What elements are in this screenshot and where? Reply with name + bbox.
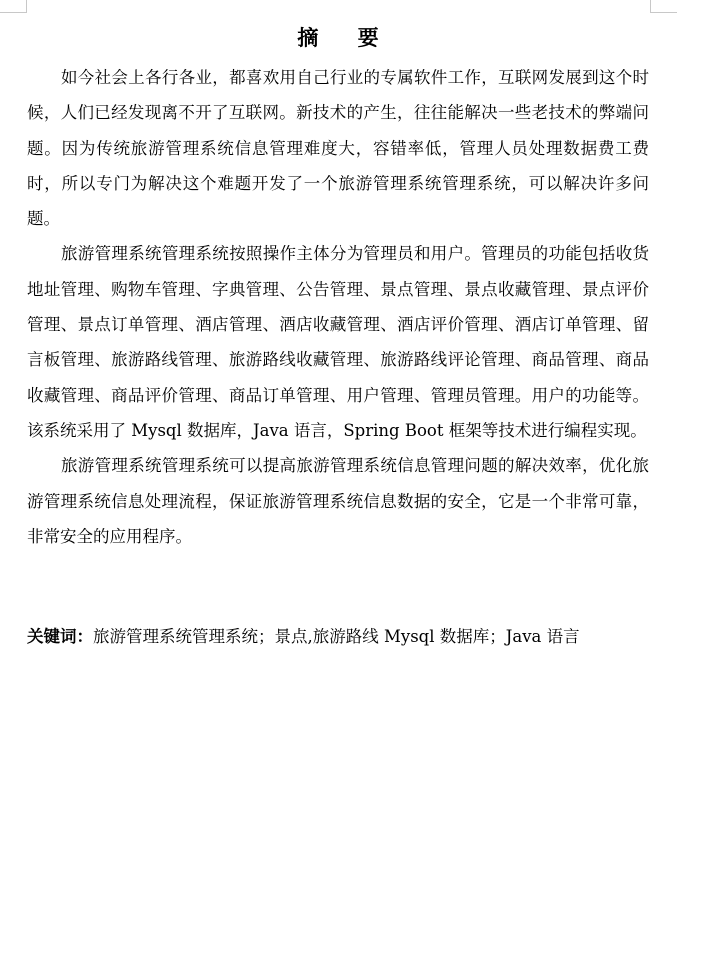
crop-mark-right bbox=[650, 0, 677, 13]
abstract-paragraph-2: 旅游管理系统管理系统按照操作主体分为管理员和用户。管理员的功能包括收货地址管理、购物车管理、字典管理、公告管理、景点管理、景点收藏管理、景点评价管理、景点订单管理、酒店管理、酒店收藏管理、酒店评价管理、酒店订单管理、留言板管理、旅游路线管理、旅游路线收藏管理、旅游路线评论管理、商品管理、商品收藏管理、商品评价管理、商品订单管理、用户管理、管理员管理。用户的功能等。该系统采用了 Mysql 数据库，Java 语言，Spring Boot 框架等技术进行编程实现。 bbox=[27, 244, 649, 440]
keywords-text: 旅游管理系统管理系统；景点,旅游路线 Mysql 数据库；Java 语言 bbox=[93, 627, 580, 646]
abstract-title: 摘 要 bbox=[297, 25, 395, 50]
abstract-page bbox=[27, 20, 649, 646]
keywords-label: 关键词： bbox=[27, 627, 93, 646]
abstract-paragraph-3: 旅游管理系统管理系统可以提高旅游管理系统信息管理问题的解决效率，优化旅游管理系统信息处理流程，保证旅游管理系统信息数据的安全，它是一个非常可靠，非常安全的应用程序。 bbox=[27, 456, 649, 546]
keywords-line bbox=[27, 623, 580, 651]
crop-mark-left bbox=[0, 0, 27, 13]
abstract-paragraph-1: 如今社会上各行各业，都喜欢用自己行业的专属软件工作，互联网发展到这个时候，人们已经发现离不开了互联网。新技术的产生，往往能解决一些老技术的弊端问题。因为传统旅游管理系统信息管理难度大，容错率低，管理人员处理数据费工费时，所以专门为解决这个难题开发了一个旅游管理系统管理系统，可以解决许多问题。 bbox=[27, 68, 649, 229]
